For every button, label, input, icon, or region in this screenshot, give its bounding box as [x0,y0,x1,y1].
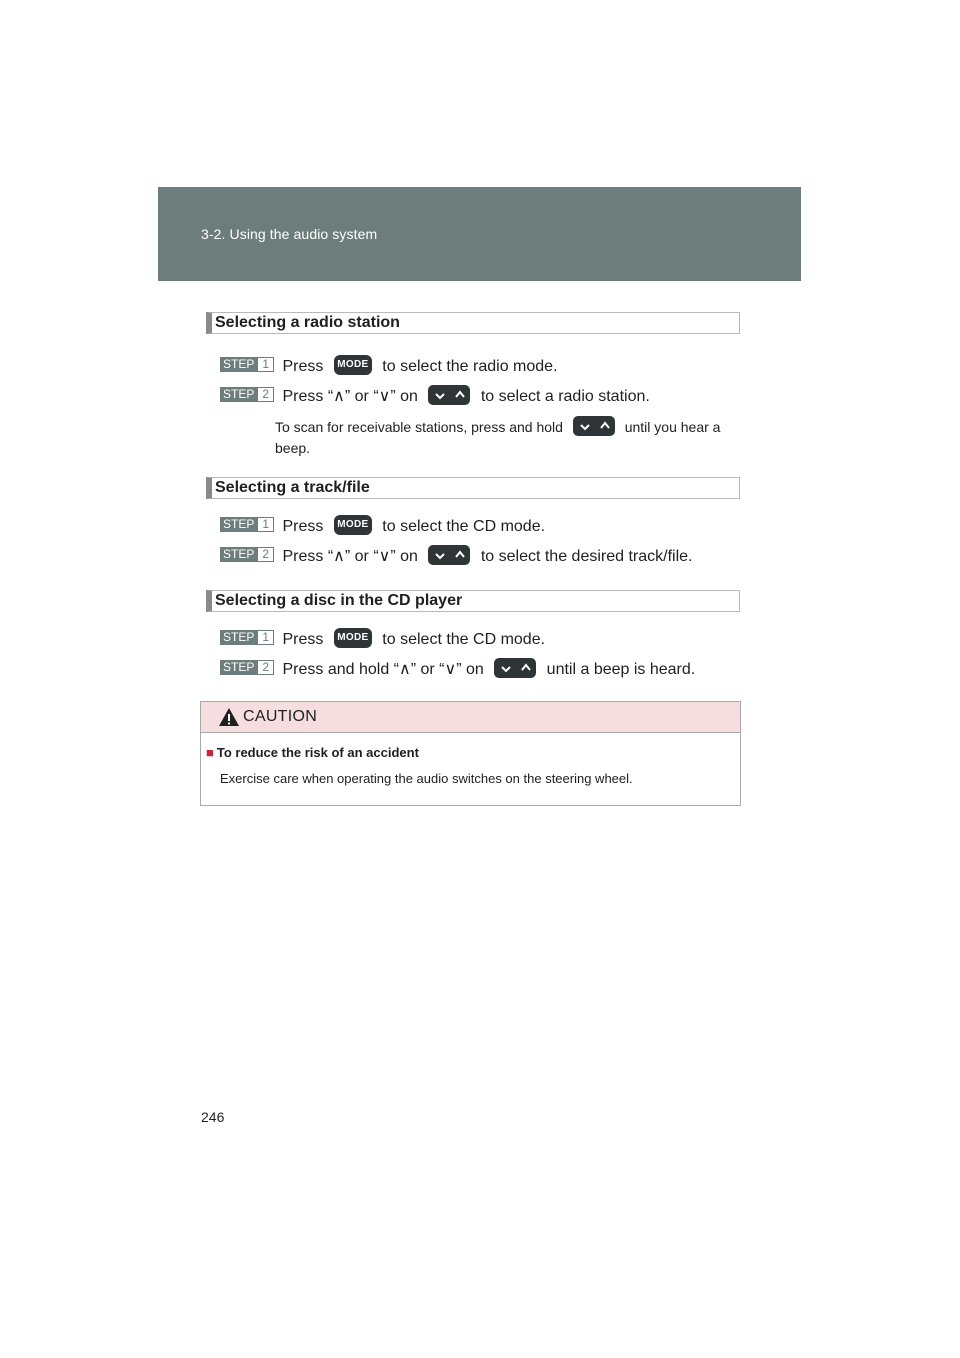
step-radio-2: STEP 2 Press “∧” or “∨” on to select a radio station. [220,386,650,408]
step-radio-1: STEP 1 Press MODE to select the radio mode. [220,356,558,378]
step-disc-1: STEP 1 Press MODE to select the CD mode. [220,629,545,651]
section-title-radio: Selecting a radio station [206,312,740,334]
caution-box [200,701,741,806]
seek-rocker-switch-icon [428,385,470,405]
caution-subtitle: ■ To reduce the risk of an accident [206,745,419,760]
breadcrumb: 3-2. Using the audio system [201,226,378,242]
seek-rocker-switch-icon [428,545,470,565]
scan-note: To scan for receivable stations, press and hold until you hear a beep. [275,417,740,458]
step-badge: STEP 1 [220,517,274,532]
warning-triangle-icon [218,707,240,727]
section-title-track: Selecting a track/file [206,477,740,499]
seek-rocker-switch-icon [494,658,536,678]
step-track-1: STEP 1 Press MODE to select the CD mode. [220,516,545,538]
bullet-square-icon: ■ [206,745,214,760]
caution-header [201,702,740,733]
step-badge: STEP 2 [220,387,274,402]
step-badge: STEP 1 [220,357,274,372]
mode-button-icon: MODE [334,628,372,648]
step-track-2: STEP 2 Press “∧” or “∨” on to select the desired track/file. [220,546,692,568]
caution-body: Exercise care when operating the audio switches on the steering wheel. [220,771,633,786]
seek-rocker-switch-icon [573,416,615,436]
chapter-header [158,187,801,281]
section-title-disc: Selecting a disc in the CD player [206,590,740,612]
mode-button-icon: MODE [334,515,372,535]
caution-title: CAUTION [243,708,318,725]
page-number: 246 [201,1109,225,1125]
step-badge: STEP 1 [220,630,274,645]
step-disc-2: STEP 2 Press and hold “∧” or “∨” on until a beep is heard. [220,659,695,681]
step-badge: STEP 2 [220,660,274,675]
mode-button-icon: MODE [334,355,372,375]
step-badge: STEP 2 [220,547,274,562]
